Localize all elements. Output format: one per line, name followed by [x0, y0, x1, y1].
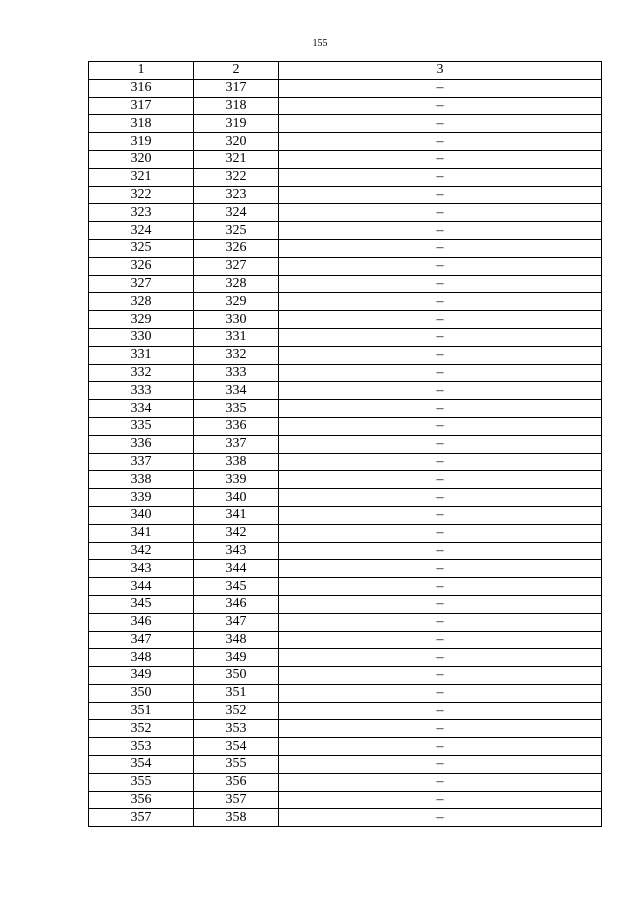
table-cell-col-1: 331 — [89, 346, 194, 364]
table-row — [89, 293, 602, 311]
table-row — [89, 489, 602, 507]
table-row — [89, 168, 602, 186]
table-cell-col-1: 343 — [89, 560, 194, 578]
table-cell-col-1: 317 — [89, 97, 194, 115]
table-cell-col-1: 325 — [89, 239, 194, 257]
table-cell-col-2: 348 — [194, 631, 279, 649]
table-cell-col-3: – — [279, 239, 602, 257]
table-cell-col-1: 345 — [89, 595, 194, 613]
table-cell-col-3: – — [279, 506, 602, 524]
table-cell-col-1: 334 — [89, 400, 194, 418]
table-cell-col-3: – — [279, 168, 602, 186]
table-cell-col-2: 317 — [194, 79, 279, 97]
table-cell-col-1: 326 — [89, 257, 194, 275]
table-cell-col-3: – — [279, 435, 602, 453]
table-cell-col-3: – — [279, 542, 602, 560]
table-row — [89, 186, 602, 204]
table-row — [89, 506, 602, 524]
table-cell-col-3: – — [279, 791, 602, 809]
table-cell-col-3: – — [279, 631, 602, 649]
table-cell-col-2: 341 — [194, 506, 279, 524]
table-cell-col-1: 327 — [89, 275, 194, 293]
table-cell-col-1: 350 — [89, 684, 194, 702]
table-cell-col-3: – — [279, 595, 602, 613]
table-cell-col-1: 318 — [89, 115, 194, 133]
table-cell-col-3: – — [279, 613, 602, 631]
data-table — [88, 61, 602, 827]
table-row — [89, 684, 602, 702]
table-cell-col-1: 342 — [89, 542, 194, 560]
table-cell-col-2: 318 — [194, 97, 279, 115]
table-cell-col-3: – — [279, 773, 602, 791]
table-row — [89, 453, 602, 471]
table-cell-col-3: – — [279, 684, 602, 702]
table-cell-col-3: – — [279, 400, 602, 418]
table-cell-col-1: 356 — [89, 791, 194, 809]
table-cell-col-3: – — [279, 524, 602, 542]
table-cell-col-2: 353 — [194, 720, 279, 738]
table-cell-col-1: 357 — [89, 809, 194, 827]
table-cell-col-2: 332 — [194, 346, 279, 364]
table-cell-col-2: 346 — [194, 595, 279, 613]
table-cell-col-3: – — [279, 560, 602, 578]
table-row — [89, 524, 602, 542]
table-row — [89, 791, 602, 809]
table-row — [89, 150, 602, 168]
table-cell-col-2: 325 — [194, 222, 279, 240]
table-row — [89, 809, 602, 827]
table-cell-col-2: 347 — [194, 613, 279, 631]
table-row — [89, 667, 602, 685]
table-cell-col-1: 347 — [89, 631, 194, 649]
table-cell-col-1: 340 — [89, 506, 194, 524]
table-cell-col-2: 352 — [194, 702, 279, 720]
table-cell-col-3: – — [279, 578, 602, 596]
table-cell-col-1: 338 — [89, 471, 194, 489]
table-cell-col-2: 338 — [194, 453, 279, 471]
table-cell-col-1: 319 — [89, 133, 194, 151]
page-number: 155 — [312, 38, 328, 49]
table-cell-col-1: 330 — [89, 328, 194, 346]
table-cell-col-2: 334 — [194, 382, 279, 400]
table-cell-col-2: 324 — [194, 204, 279, 222]
table-cell-col-1: 333 — [89, 382, 194, 400]
table-cell-col-3: – — [279, 186, 602, 204]
table-row — [89, 720, 602, 738]
table-cell-col-2: 354 — [194, 738, 279, 756]
table-row — [89, 738, 602, 756]
table-cell-col-2: 349 — [194, 649, 279, 667]
table-cell-col-1: 324 — [89, 222, 194, 240]
table-cell-col-2: 340 — [194, 489, 279, 507]
table-cell-col-2: 350 — [194, 667, 279, 685]
table-row — [89, 97, 602, 115]
table-cell-col-3: – — [279, 453, 602, 471]
table-cell-col-3: – — [279, 471, 602, 489]
table-cell-col-1: 341 — [89, 524, 194, 542]
table-cell-col-3: – — [279, 97, 602, 115]
table-row — [89, 773, 602, 791]
table-cell-col-3: – — [279, 756, 602, 774]
table-cell-col-2: 327 — [194, 257, 279, 275]
table-row — [89, 471, 602, 489]
table-cell-col-3: – — [279, 346, 602, 364]
table-cell-col-3: – — [279, 809, 602, 827]
table-cell-col-3: – — [279, 702, 602, 720]
table-cell-col-2: 356 — [194, 773, 279, 791]
table-cell-col-2: 344 — [194, 560, 279, 578]
table-row — [89, 578, 602, 596]
table-cell-col-1: 352 — [89, 720, 194, 738]
table-cell-col-2: 329 — [194, 293, 279, 311]
table-cell-col-1: 353 — [89, 738, 194, 756]
table-cell-col-1: 351 — [89, 702, 194, 720]
table-cell-col-1: 348 — [89, 649, 194, 667]
table-cell-col-2: 339 — [194, 471, 279, 489]
table-cell-col-2: 326 — [194, 239, 279, 257]
table-cell-col-3: – — [279, 133, 602, 151]
table-cell-col-2: 328 — [194, 275, 279, 293]
table-body — [89, 79, 602, 826]
table-row — [89, 542, 602, 560]
table-cell-col-2: 355 — [194, 756, 279, 774]
table-cell-col-2: 336 — [194, 417, 279, 435]
table-cell-col-1: 354 — [89, 756, 194, 774]
table-row — [89, 133, 602, 151]
table-cell-col-1: 320 — [89, 150, 194, 168]
table-cell-col-3: – — [279, 257, 602, 275]
table-cell-col-3: – — [279, 328, 602, 346]
table-cell-col-2: 357 — [194, 791, 279, 809]
table-cell-col-1: 339 — [89, 489, 194, 507]
table-row — [89, 649, 602, 667]
table-cell-col-1: 336 — [89, 435, 194, 453]
table-cell-col-1: 337 — [89, 453, 194, 471]
table-row — [89, 631, 602, 649]
table-cell-col-3: – — [279, 738, 602, 756]
table-cell-col-3: – — [279, 204, 602, 222]
table-cell-col-2: 351 — [194, 684, 279, 702]
table-cell-col-2: 321 — [194, 150, 279, 168]
table-cell-col-3: – — [279, 115, 602, 133]
table-cell-col-2: 319 — [194, 115, 279, 133]
table-row — [89, 417, 602, 435]
column-header-3: 3 — [279, 62, 602, 80]
table-row — [89, 560, 602, 578]
table-cell-col-1: 322 — [89, 186, 194, 204]
table-cell-col-2: 320 — [194, 133, 279, 151]
table-cell-col-2: 333 — [194, 364, 279, 382]
table-row — [89, 239, 602, 257]
table-cell-col-1: 328 — [89, 293, 194, 311]
table-row — [89, 204, 602, 222]
table-cell-col-2: 323 — [194, 186, 279, 204]
table-cell-col-3: – — [279, 222, 602, 240]
table-row — [89, 222, 602, 240]
table-cell-col-2: 342 — [194, 524, 279, 542]
table-header-row — [89, 62, 602, 80]
table-cell-col-3: – — [279, 150, 602, 168]
table-cell-col-3: – — [279, 364, 602, 382]
table-cell-col-3: – — [279, 275, 602, 293]
table-row — [89, 595, 602, 613]
table-cell-col-3: – — [279, 489, 602, 507]
table-cell-col-1: 329 — [89, 311, 194, 329]
table-cell-col-3: – — [279, 79, 602, 97]
table-cell-col-1: 323 — [89, 204, 194, 222]
table-row — [89, 702, 602, 720]
table-cell-col-3: – — [279, 293, 602, 311]
table-row — [89, 756, 602, 774]
table-row — [89, 613, 602, 631]
table-row — [89, 275, 602, 293]
table-cell-col-2: 331 — [194, 328, 279, 346]
table-cell-col-2: 322 — [194, 168, 279, 186]
table-cell-col-1: 349 — [89, 667, 194, 685]
table-cell-col-2: 335 — [194, 400, 279, 418]
table-row — [89, 328, 602, 346]
table-row — [89, 115, 602, 133]
column-header-1: 1 — [89, 62, 194, 80]
table-cell-col-2: 345 — [194, 578, 279, 596]
table-cell-col-3: – — [279, 649, 602, 667]
table-cell-col-1: 344 — [89, 578, 194, 596]
table-cell-col-3: – — [279, 720, 602, 738]
table-cell-col-2: 343 — [194, 542, 279, 560]
table-row — [89, 400, 602, 418]
table-cell-col-1: 332 — [89, 364, 194, 382]
table-cell-col-1: 335 — [89, 417, 194, 435]
table-cell-col-3: – — [279, 667, 602, 685]
table-cell-col-1: 321 — [89, 168, 194, 186]
table-cell-col-3: – — [279, 382, 602, 400]
table-cell-col-2: 358 — [194, 809, 279, 827]
table-row — [89, 311, 602, 329]
table-cell-col-1: 346 — [89, 613, 194, 631]
table-row — [89, 257, 602, 275]
table-cell-col-1: 316 — [89, 79, 194, 97]
table-cell-col-3: – — [279, 417, 602, 435]
table-cell-col-3: – — [279, 311, 602, 329]
table-cell-col-1: 355 — [89, 773, 194, 791]
table-row — [89, 346, 602, 364]
column-header-2: 2 — [194, 62, 279, 80]
table-row — [89, 364, 602, 382]
table-row — [89, 435, 602, 453]
table-cell-col-2: 330 — [194, 311, 279, 329]
table-row — [89, 382, 602, 400]
table-row — [89, 79, 602, 97]
table-cell-col-2: 337 — [194, 435, 279, 453]
